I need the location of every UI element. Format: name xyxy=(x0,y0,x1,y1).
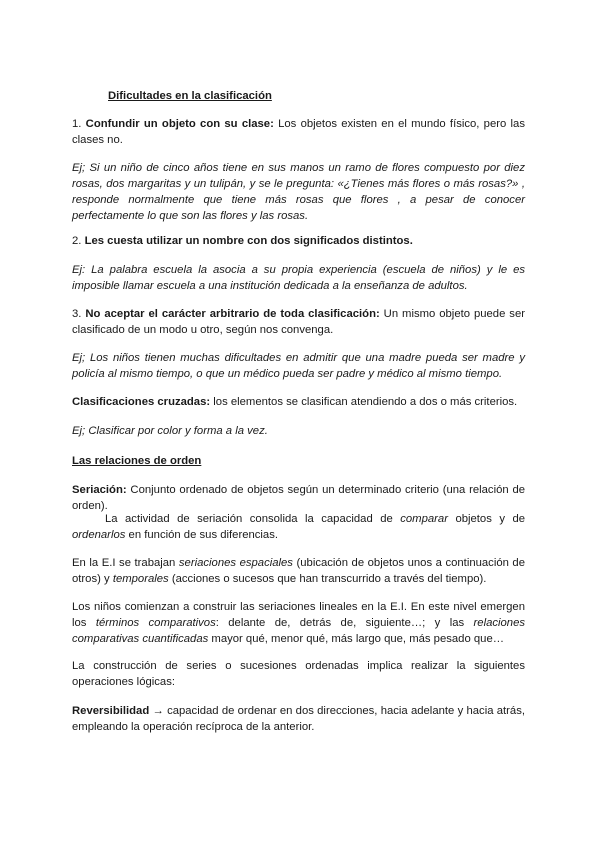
activity-text-1: La actividad de seriación consolida la capacidad de xyxy=(105,513,393,525)
example-1: Ej; Si un niño de cinco años tiene en sus manos un ramo de flores compuesto por diez rosas, dos margaritas y un tulipán, y se le pregunta: «¿Tienes más flores o más rosas?» , responde normalmente que tiene más rosas que flores , a pesar de conocer perfectamente lo que son las flores y las rosas. xyxy=(72,162,525,222)
section-heading-order: Las relaciones de orden xyxy=(72,455,202,467)
ei-text-1: En la E.I se trabajan xyxy=(72,557,176,569)
crossed-heading: Clasificaciones cruzadas: xyxy=(72,396,211,408)
seriation-text: Conjunto ordenado de objetos según un determinado criterio (una relación de orden). xyxy=(72,484,526,512)
construction-paragraph: La construcción de series o sucesiones ordenadas implica realizar la siguientes operaciones lógicas: xyxy=(72,660,525,688)
activity-emphasis-1: comparar xyxy=(400,513,448,525)
item-3 xyxy=(72,306,525,338)
item-1-number: 1. xyxy=(72,118,82,130)
example-3: Ej; Los niños tienen muchas dificultades en admitir que una madre pueda ser madre y policía al mismo tiempo, o que un médico pueda ser padre y médico al mismo tiempo. xyxy=(72,352,525,380)
example-2: Ej: La palabra escuela la asocia a su propia experiencia (escuela de niños) y le es imposible llamar escuela a una institución dedicada a la enseñanza de adultos. xyxy=(72,264,525,292)
item-2-heading: Les cuesta utilizar un nombre con dos significados distintos. xyxy=(84,235,413,247)
activity-text-2: objetos y de xyxy=(455,513,526,525)
activity-paragraph xyxy=(72,511,525,543)
ei-text-2: (ubicación de objetos unos a continuación de otros) y xyxy=(72,557,525,585)
children-text-3: mayor qué, menor qué, más largo que, más pesado que… xyxy=(211,633,505,645)
activity-emphasis-2: ordenarlos xyxy=(72,529,126,541)
ei-paragraph xyxy=(72,555,525,587)
seriation-heading: Seriación: xyxy=(72,484,127,496)
item-1-text: Los objetos existen en el mundo físico, pero las clases no. xyxy=(72,118,525,146)
children-paragraph xyxy=(72,599,525,647)
item-1 xyxy=(72,116,525,148)
arrow-icon: → xyxy=(152,705,164,717)
seriation-definition xyxy=(72,482,525,514)
reversibility-paragraph xyxy=(72,703,525,735)
activity-text-3: en función de sus diferencias. xyxy=(128,529,278,541)
ei-emphasis-1: seriaciones espaciales xyxy=(178,557,293,569)
ei-emphasis-2: temporales xyxy=(112,573,169,585)
item-2-number: 2. xyxy=(72,235,82,247)
children-emphasis-2: relaciones comparativas cuantificadas xyxy=(72,617,526,645)
item-1-heading: Confundir un objeto con su clase: xyxy=(85,118,274,130)
children-text-1: Los niños comienzan a construir las seriaciones lineales en la E.I. En este nivel emergen los xyxy=(72,601,525,629)
children-text-2: : delante de, detrás de, siguiente…; y las xyxy=(215,617,465,629)
crossed-text: los elementos se clasifican atendiendo a dos o más criterios. xyxy=(213,396,518,408)
item-3-heading: No aceptar el carácter arbitrario de toda clasificación: xyxy=(85,308,380,320)
item-2 xyxy=(72,233,525,249)
example-4: Ej; Clasificar por color y forma a la vez. xyxy=(72,425,268,437)
item-3-text: Un mismo objeto puede ser clasificado de un modo u otro, según nos convenga. xyxy=(72,308,525,336)
reversibility-text: capacidad de ordenar en dos direcciones, hacia adelante y hacia atrás, empleando la operación recíproca de la anterior. xyxy=(72,705,525,733)
reversibility-heading: Reversibilidad xyxy=(72,705,150,717)
ei-text-3: (acciones o sucesos que han transcurrido a través del tiempo). xyxy=(171,573,487,585)
item-3-number: 3. xyxy=(72,308,82,320)
children-emphasis-1: términos comparativos xyxy=(95,617,216,629)
crossed-classifications xyxy=(72,394,525,410)
document-title: Dificultades en la clasificación xyxy=(108,90,272,102)
